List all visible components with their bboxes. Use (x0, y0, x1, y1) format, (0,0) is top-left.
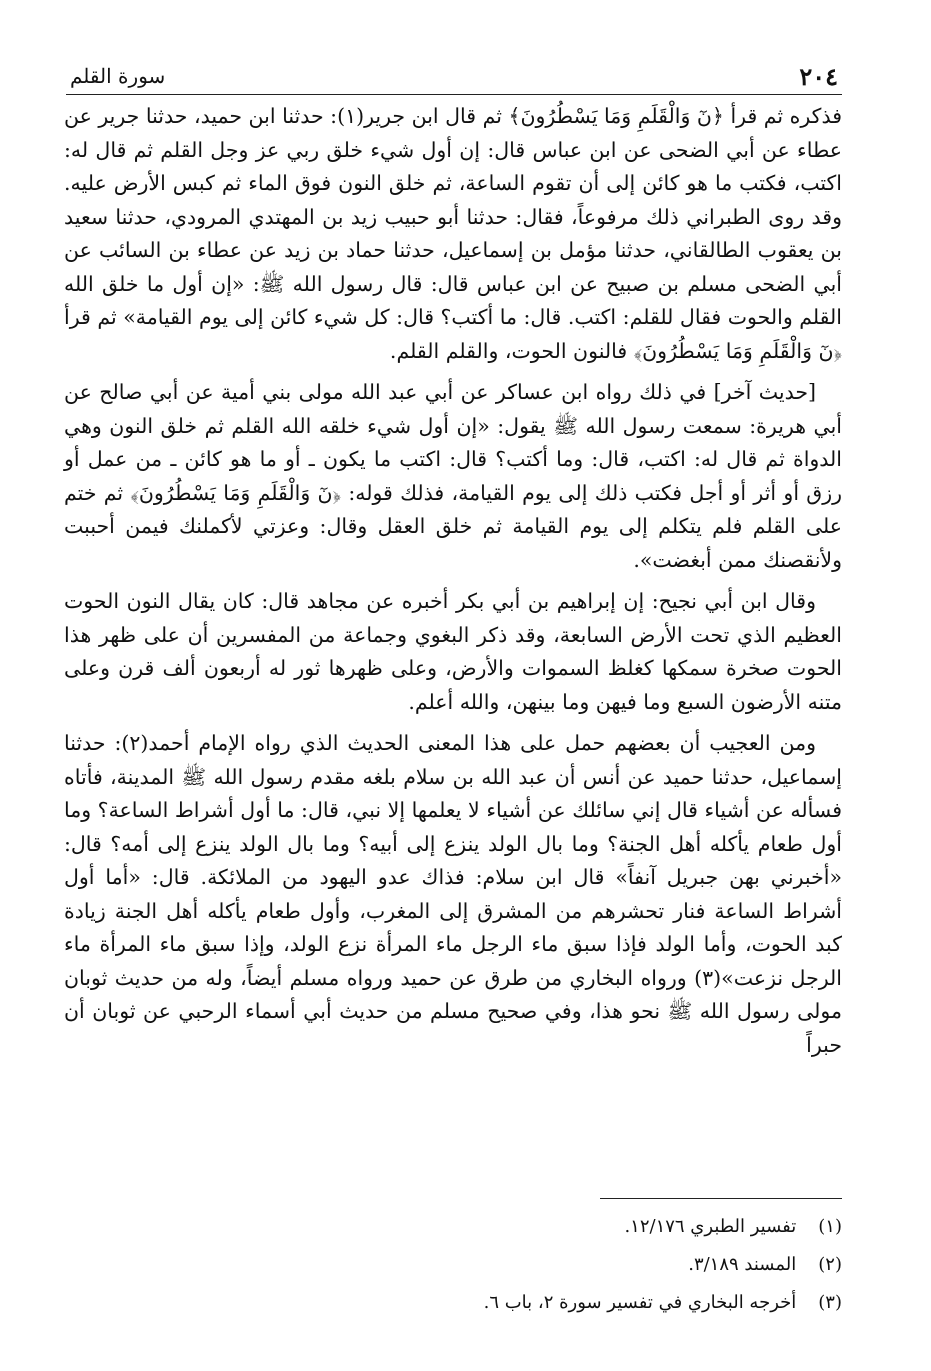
paragraph: ومن العجيب أن بعضهم حمل على هذا المعنى الحديث الذي رواه الإمام أحمد(٢): حدثنا إسماعيل، حدثنا حميد عن أنس أن عبد الله بن سلام بلغه مقدم رسول الله ﷺ المدينة، فأتاه فسأله عن أشياء قال إني سائلك عن أشياء لا يعلمها إلا نبي، قال: ما أول أشراط الساعة؟ وما أول طعام يأكله أهل الجنة؟ وما بال الولد ينزع إلى أبيه؟ وما بال الولد ينزع إلى أمه؟ قال: «أخبرني بهن جبريل آنفاً» قال ابن سلام: فذاك عدو اليهود من الملائكة. قال: «أما أول أشراط الساعة فنار تحشرهم من المشرق إلى المغرب، وأول طعام يأكله أهل الجنة زيادة كبد الحوت، وأما الولد فإذا سبق ماء الرجل ماء المرأة نزع الولد، وإذا سبق ماء المرأة ماء الرجل نزعت»(٣) ورواه البخاري من طرق عن حميد ورواه مسلم أيضاً، وله من حديث ثوبان مولى رسول الله ﷺ نحو هذا، وفي صحيح مسلم من حديث أبي أسماء الرحبي عن ثوبان أن حبراً (64, 731, 842, 1057)
paragraph: [حديث آخر] في ذلك رواه ابن عساكر عن أبي عبد الله مولى بني أمية عن أبي صالح عن أبي هريرة: سمعت رسول الله ﷺ يقول: «إن أول شيء خلقه الله القلم ثم خلق النون وهي الدواة ثم قال له: اكتب، قال: وما أكتب؟ قال: اكتب ما يكون ـ أو ما هو كائن ـ من عمل أو رزق أو أثر أو أجل فكتب ذلك إلى يوم القيامة، فذلك قوله: ﴿نٓ وَالْقَلَمِ وَمَا يَسْطُرُونَ﴾ ثم ختم على القلم فلم يتكلم إلى يوم القيامة ثم خلق العقل وقال: وعزتي لأكملنك فيمن أحببت ولأنقصنك ممن أبغضت». (64, 380, 842, 572)
footnote-number: (٣) (818, 1292, 842, 1313)
body-text (64, 100, 842, 1070)
paragraph: فذكره ثم قرأ ﴿نٓ وَالْقَلَمِ وَمَا يَسْطُرُونَ﴾ ثم قال ابن جرير(١): حدثنا ابن حميد، حدثنا جرير عن عطاء عن أبي الضحى عن ابن عباس قال: إن أول شيء خلق ربي عز وجل القلم ثم قال له: اكتب، فكتب ما هو كائن إلى أن تقوم الساعة، ثم خلق النون فوق الماء ثم كبس الأرض عليه. وقد روى الطبراني ذلك مرفوعاً، فقال: حدثنا أبو حبيب زيد بن المهتدي المرودي، حدثنا سعيد بن يعقوب الطالقاني، حدثنا مؤمل بن إسماعيل، حدثنا حماد بن زيد عن عطاء بن السائب عن أبي الضحى مسلم بن صبيح عن ابن عباس قال: قال رسول الله ﷺ: «إن أول ما خلق الله القلم والحوت فقال للقلم: اكتب. قال: ما أكتب؟ قال: كل شيء كائن إلى يوم القيامة» ثم قرأ ﴿نٓ وَالْقَلَمِ وَمَا يَسْطُرُونَ﴾ فالنون الحوت، والقلم القلم. (64, 104, 842, 363)
footnotes (380, 1208, 842, 1322)
footnote-text: أخرجه البخاري في تفسير سورة ٢، باب ٦. (483, 1292, 797, 1313)
paragraph: وقال ابن أبي نجيح: إن إبراهيم بن أبي بكر أخبره عن مجاهد قال: كان يقال النون الحوت العظيم الذي تحت الأرض السابعة، وقد ذكر البغوي وجماعة من المفسرين أن على ظهر هذا الحوت صخرة سمكها كغلظ السموات والأرض، وعلى ظهرها ثور له أربعون ألف قرن وعلى متنه الأرضون السبع وما فيهن وما بينهن، والله أعلم. (64, 589, 842, 714)
page-number: ٢٠٤ (799, 62, 838, 91)
footnote-number: (٢) (818, 1254, 842, 1275)
footnote (380, 1208, 842, 1246)
page-header (66, 58, 842, 95)
footnote-text: المسند ٣/١٨٩. (688, 1254, 797, 1275)
footnote-number: (١) (818, 1216, 842, 1237)
footnote (380, 1284, 842, 1322)
footnote-text: تفسير الطبري ١٢/١٧٦. (624, 1216, 797, 1237)
footnote (380, 1246, 842, 1284)
footnote-divider (600, 1198, 842, 1199)
surah-title: سورة القلم (70, 64, 166, 88)
